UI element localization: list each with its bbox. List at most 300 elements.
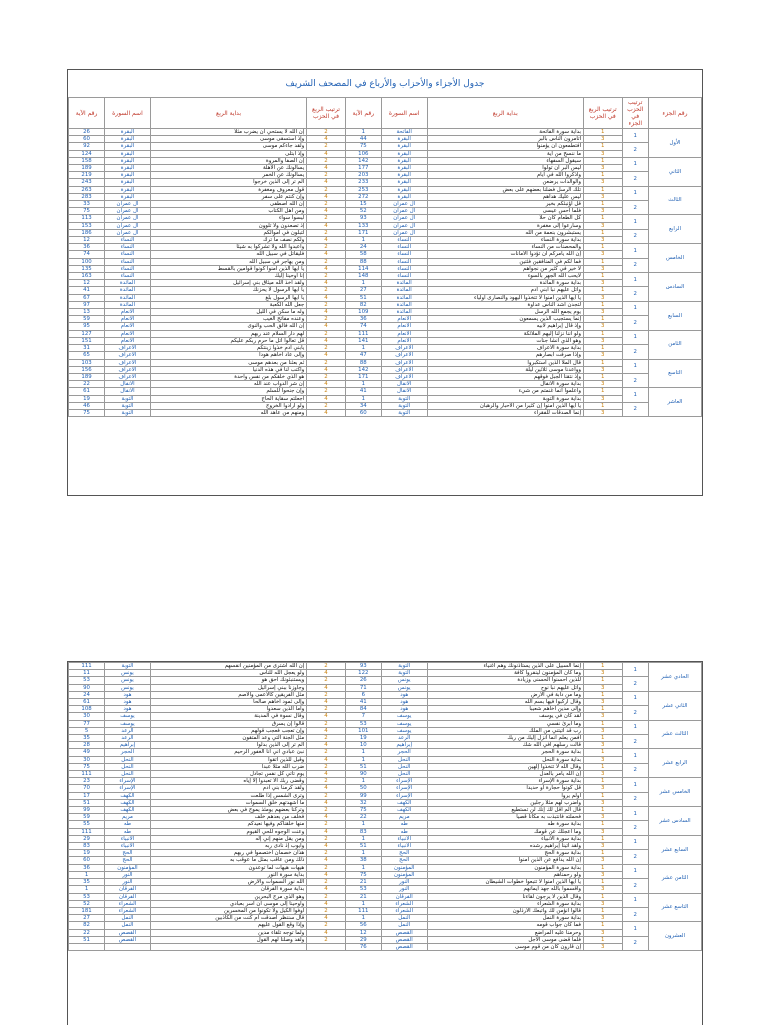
rub-order: 2 xyxy=(307,201,346,208)
rub-order: 2 xyxy=(307,778,346,785)
table-row xyxy=(69,943,702,950)
table-row xyxy=(69,280,702,287)
sura-name: التوبة xyxy=(105,402,151,409)
ayah-number: 51 xyxy=(345,763,381,770)
ayah-number: 19 xyxy=(69,395,105,402)
rub-start-text: قال ألم أقل لك إنك لن تستطيع xyxy=(427,807,583,814)
sura-name: الإسراء xyxy=(381,792,427,799)
rub-order: 4 xyxy=(307,871,346,878)
table-row xyxy=(69,273,702,280)
table-row xyxy=(69,807,702,814)
page-sheet-1 xyxy=(67,69,703,496)
rub-order: 1 xyxy=(584,706,623,713)
sura-name: البقرة xyxy=(105,129,151,136)
ayah-number: 55 xyxy=(69,821,105,828)
table-row xyxy=(69,172,702,179)
ayah-number: 263 xyxy=(69,186,105,193)
rub-start-text: واذكروا الله في أيام xyxy=(427,172,583,179)
ayah-number: 33 xyxy=(69,201,105,208)
ayah-number: 92 xyxy=(69,143,105,150)
ayah-number: 1 xyxy=(345,345,381,352)
table-row xyxy=(69,864,702,871)
ayah-number: 30 xyxy=(69,756,105,763)
ayah-number: 12 xyxy=(69,237,105,244)
rub-start-text: وعنت الوجوه للحي القيوم xyxy=(150,828,306,835)
rub-start-text: الله نور السموات والأرض xyxy=(150,879,306,886)
table-row xyxy=(69,157,702,164)
sura-name: المؤمنون xyxy=(105,864,151,871)
ayah-number: 189 xyxy=(69,373,105,380)
sura-name xyxy=(105,943,151,950)
rub-order: 4 xyxy=(307,756,346,763)
hizb-order: 1 xyxy=(622,273,648,287)
table-row xyxy=(69,821,702,828)
rub-start-text: ومنهم من عاهد الله xyxy=(150,409,306,416)
sura-name: النساء xyxy=(105,273,151,280)
hizb-order: 1 xyxy=(622,807,648,821)
rub-order: 2 xyxy=(307,706,346,713)
sura-name: النحل xyxy=(381,763,427,770)
rub-start-text: واكتب لنا في هذه الدنيا xyxy=(150,366,306,373)
juz-name: الحادي عشر xyxy=(648,663,701,692)
table-row xyxy=(69,258,702,265)
table-row xyxy=(69,237,702,244)
rub-start-text: يسألونك عن الأهلة xyxy=(150,165,306,172)
rub-start-text: فلما قضى موسى الأجل xyxy=(427,936,583,943)
table-row xyxy=(69,251,702,258)
ayah-number: 74 xyxy=(345,323,381,330)
ayah-number: 41 xyxy=(345,699,381,706)
ayah-number: 203 xyxy=(345,172,381,179)
rub-order: 4 xyxy=(307,409,346,416)
rub-order: 1 xyxy=(584,936,623,943)
rub-start-text: أفتطمعون أن يؤمنوا xyxy=(427,143,583,150)
table-row xyxy=(69,301,702,308)
sura-name: النور xyxy=(381,886,427,893)
rub-order: 2 xyxy=(307,172,346,179)
ayah-number: 71 xyxy=(345,684,381,691)
table-row xyxy=(69,763,702,770)
sura-name: الأعراف xyxy=(105,352,151,359)
sura-name: آل عمران xyxy=(381,215,427,222)
hizb-order: 2 xyxy=(622,677,648,691)
table-row xyxy=(69,936,702,943)
sura-name: الأنعام xyxy=(105,337,151,344)
rub-order: 3 xyxy=(584,929,623,936)
rub-start-text: وحرمنا عليه المراضع xyxy=(427,929,583,936)
rub-order: 3 xyxy=(584,886,623,893)
rub-start-text: بداية سورة النمل xyxy=(427,915,583,922)
rub-order: 2 xyxy=(307,807,346,814)
rub-start-text: هو الذي خلقكم من نفس واحدة xyxy=(150,373,306,380)
sura-name: الأنعام xyxy=(105,323,151,330)
rub-start-text: لتبلون في أموالكم xyxy=(150,229,306,236)
table-row xyxy=(69,129,702,136)
rub-order: 3 xyxy=(584,165,623,172)
rub-order: 1 xyxy=(584,749,623,756)
ayah-number: 5 xyxy=(69,727,105,734)
table-row xyxy=(69,366,702,373)
sura-name: البقرة xyxy=(381,150,427,157)
ayah-number: 75 xyxy=(69,208,105,215)
rub-start-text: فحملته فانتبذت به مكانا قصيا xyxy=(427,814,583,821)
sura-name: الأعراف xyxy=(105,359,151,366)
juz-name: التاسع xyxy=(648,359,701,388)
rub-start-text xyxy=(150,943,306,950)
rub-start-text: ذلك ومن عاقب بمثل ما عوقب به xyxy=(150,857,306,864)
sura-name: المائدة xyxy=(105,280,151,287)
hizb-order: 1 xyxy=(622,778,648,792)
sura-name: البقرة xyxy=(105,186,151,193)
ayah-number: 1 xyxy=(69,886,105,893)
rub-start-text: بداية سورة الشعراء xyxy=(427,900,583,907)
rub-start-text: يوم يجمع الله الرسل xyxy=(427,309,583,316)
table-row xyxy=(69,359,702,366)
rub-start-text: إن الله اشترى من المؤمنين أنفسهم xyxy=(150,663,306,670)
table-row xyxy=(69,835,702,842)
rub-start-text: وما أبرئ نفسي xyxy=(427,720,583,727)
rub-order: 4 xyxy=(307,785,346,792)
rub-start-text: ألم تر إلى الذين خرجوا xyxy=(150,179,306,186)
hizb-order: 1 xyxy=(622,330,648,344)
ayah-number: 93 xyxy=(345,215,381,222)
sura-name: الأنبياء xyxy=(381,835,427,842)
rub-start-text: للذين أحسنوا الحسنى وزيادة xyxy=(427,677,583,684)
juz-name: السابع xyxy=(648,301,701,330)
rub-order: 3 xyxy=(584,222,623,229)
sura-name: الأنعام xyxy=(381,323,427,330)
rub-order: 4 xyxy=(307,323,346,330)
rub-start-text: إن الله لا يستحي أن يضرب مثلا xyxy=(150,129,306,136)
ayah-number: 41 xyxy=(69,287,105,294)
ayah-number: 135 xyxy=(69,265,105,272)
hizb-order: 1 xyxy=(622,749,648,763)
sura-name: الكهف xyxy=(381,807,427,814)
rub-order: 2 xyxy=(307,864,346,871)
rub-start-text: ومن أهل الكتاب xyxy=(150,208,306,215)
sura-name: الفرقان xyxy=(381,893,427,900)
rub-start-text: وله ما سكن في الليل xyxy=(150,309,306,316)
ayah-number: 59 xyxy=(69,316,105,323)
rub-start-text: وما من دابة في الأرض xyxy=(427,691,583,698)
ayah-number: 88 xyxy=(345,359,381,366)
rub-start-text: منها خلقناكم وفيها نعيدكم xyxy=(150,821,306,828)
sura-name: الأنعام xyxy=(381,316,427,323)
table-row xyxy=(69,857,702,864)
rub-order: 1 xyxy=(584,244,623,251)
ayah-number: 1 xyxy=(345,237,381,244)
rub-order: 3 xyxy=(584,265,623,272)
ayah-number: 15 xyxy=(345,201,381,208)
rub-start-text: ولقد وصلنا لهم القول xyxy=(150,936,306,943)
table-row xyxy=(69,294,702,301)
rub-start-text: بداية سورة النساء xyxy=(427,237,583,244)
table-row xyxy=(69,871,702,878)
ayah-number: 38 xyxy=(345,857,381,864)
header-ayah: رقم الآية xyxy=(345,98,381,129)
sura-name: هود xyxy=(105,706,151,713)
rub-start-text: بداية سورة الحجر xyxy=(427,749,583,756)
rub-start-text: يا أيها الرسول بلغ xyxy=(150,294,306,301)
sura-name: طه xyxy=(381,828,427,835)
hizb-order: 2 xyxy=(622,706,648,720)
ayah-number: 58 xyxy=(345,251,381,258)
rub-order: 3 xyxy=(584,756,623,763)
sura-name: يوسف xyxy=(381,713,427,720)
rub-start-text: واعبدوا الله ولا تشركوا به شيئا xyxy=(150,244,306,251)
table-row xyxy=(69,663,702,670)
table-row xyxy=(69,792,702,799)
ayah-number: 53 xyxy=(345,886,381,893)
rub-start-text: فخلف من بعدهم خلف xyxy=(150,814,306,821)
ayah-number: 1 xyxy=(345,864,381,871)
table-body xyxy=(69,129,702,417)
rub-start-text: ولكم نصف ما ترك xyxy=(150,237,306,244)
ayah-number: 56 xyxy=(345,922,381,929)
ayah-number: 95 xyxy=(69,323,105,330)
rub-start-text: تلك الرسل فضلنا بعضهم على بعض xyxy=(427,186,583,193)
sura-name: البقرة xyxy=(381,193,427,200)
rub-order: 2 xyxy=(307,345,346,352)
sura-name: النور xyxy=(105,871,151,878)
table-row xyxy=(69,395,702,402)
rub-order: 1 xyxy=(584,720,623,727)
rub-start-text: ولو أننا نزلنا إليهم الملائكة xyxy=(427,330,583,337)
sura-name: إبراهيم xyxy=(381,742,427,749)
ayah-number: 28 xyxy=(69,742,105,749)
sura-name: الإسراء xyxy=(381,785,427,792)
ayah-number: 186 xyxy=(69,229,105,236)
rub-order: 2 xyxy=(307,907,346,914)
rub-start-text: لايحب الله الجهر بالسوء xyxy=(427,273,583,280)
sura-name: آل عمران xyxy=(105,201,151,208)
rub-start-text: إنا أوحينا إليك xyxy=(150,273,306,280)
ayah-number: 1 xyxy=(345,280,381,287)
table-row xyxy=(69,785,702,792)
table-row xyxy=(69,771,702,778)
sura-name: المائدة xyxy=(381,294,427,301)
rub-start-text: ويستنبئونك أحق هو xyxy=(150,677,306,684)
sura-name: الشعراء xyxy=(381,907,427,914)
ayah-number: 49 xyxy=(69,749,105,756)
sura-name: الأنعام xyxy=(381,330,427,337)
rub-start-text: إذ تصعدون ولا تلوون xyxy=(150,222,306,229)
ayah-number: 1 xyxy=(345,395,381,402)
rub-start-text: بداية سورة المائدة xyxy=(427,280,583,287)
table-row xyxy=(69,828,702,835)
rub-order: 2 xyxy=(307,922,346,929)
sura-name: الأنفال xyxy=(381,381,427,388)
rub-order: 1 xyxy=(584,691,623,698)
rub-order: 1 xyxy=(584,229,623,236)
table-row xyxy=(69,799,702,806)
rub-order: 3 xyxy=(584,785,623,792)
rub-start-text: نبئ عبادي أني أنا الغفور الرحيم xyxy=(150,749,306,756)
table-row xyxy=(69,186,702,193)
rub-start-text: أوفوا الكيل ولا تكونوا من المخسرين xyxy=(150,907,306,914)
rub-start-text: إن الله اصطفى xyxy=(150,201,306,208)
rub-start-text: ولو رحمناهم xyxy=(427,871,583,878)
rub-order: 2 xyxy=(307,893,346,900)
sura-name: الأنبياء xyxy=(105,835,151,842)
sura-name: النساء xyxy=(105,251,151,258)
sura-name: البقرة xyxy=(381,179,427,186)
rub-order: 3 xyxy=(584,366,623,373)
rub-order: 4 xyxy=(307,381,346,388)
rub-order: 3 xyxy=(584,294,623,301)
rub-order: 1 xyxy=(584,735,623,742)
ayah-number: 108 xyxy=(69,706,105,713)
juz-name: الأول xyxy=(648,129,701,158)
juz-name: الخامس xyxy=(648,244,701,273)
header-start: بداية الربع xyxy=(150,98,306,129)
rub-order: 2 xyxy=(307,258,346,265)
rub-order: 3 xyxy=(584,381,623,388)
hizb-order: 2 xyxy=(622,316,648,330)
juz-name: التاسع عشر xyxy=(648,893,701,922)
rub-order: 2 xyxy=(307,229,346,236)
rub-start-text: قال الملأ الذين استكبروا xyxy=(427,359,583,366)
table-row xyxy=(69,388,702,395)
sura-name: الأنبياء xyxy=(105,843,151,850)
rub-start-text: يا أيها الذين آمنوا لا تتبعوا خطوات الشيطان xyxy=(427,879,583,886)
table-row xyxy=(69,900,702,907)
rub-start-text: وإن تعجب فعجب قولهم xyxy=(150,727,306,734)
ayah-number: 111 xyxy=(345,907,381,914)
ayah-number: 75 xyxy=(345,807,381,814)
rub-order: 3 xyxy=(584,309,623,316)
table-row xyxy=(69,691,702,698)
rub-start-text: وهو الذي مرج البحرين xyxy=(150,893,306,900)
rub-start-text: وقضى ربك ألا تعبدوا إلا إياه xyxy=(150,778,306,785)
rub-order: 4 xyxy=(307,309,346,316)
sura-name: الحجر xyxy=(381,749,427,756)
table-row xyxy=(69,886,702,893)
sura-name: الكهف xyxy=(105,799,151,806)
rub-start-text: إن الله يدافع عن الذين آمنوا xyxy=(427,857,583,864)
rub-order: 3 xyxy=(584,742,623,749)
ayah-number: 60 xyxy=(345,409,381,416)
rub-start-text: وإذ ابتلى xyxy=(150,150,306,157)
sura-name: القصص xyxy=(381,936,427,943)
sura-name: طه xyxy=(105,821,151,828)
rub-start-text: ولو أرادوا الخروج xyxy=(150,402,306,409)
rub-order: 1 xyxy=(584,778,623,785)
ayah-number: 177 xyxy=(345,165,381,172)
ayah-number: 53 xyxy=(69,893,105,900)
ayah-number: 53 xyxy=(345,720,381,727)
hizb-order: 2 xyxy=(622,879,648,893)
rub-start-text: وإذ استسقى موسى xyxy=(150,136,306,143)
juz-name: الثالث xyxy=(648,186,701,215)
rub-start-text: وعنده مفاتح الغيب xyxy=(150,316,306,323)
hizb-order: 2 xyxy=(622,792,648,806)
table-row xyxy=(69,316,702,323)
rub-start-text: ولما توجه تلقاء مدين xyxy=(150,929,306,936)
sura-name: الأعراف xyxy=(381,373,427,380)
rub-order: 1 xyxy=(584,388,623,395)
rub-start-text: وقال الذين لا يرجون لقاءنا xyxy=(427,893,583,900)
sura-name: النساء xyxy=(381,251,427,258)
sura-name: البقرة xyxy=(381,186,427,193)
ayah-number: 93 xyxy=(345,663,381,670)
rub-start-text: يا أيها الرسول لا يحزنك xyxy=(150,287,306,294)
table-row xyxy=(69,208,702,215)
ayah-number: 158 xyxy=(69,157,105,164)
sura-name: آل عمران xyxy=(105,222,151,229)
sura-name: النساء xyxy=(105,258,151,265)
table-row xyxy=(69,287,702,294)
table-row xyxy=(69,345,702,352)
ayah-number: 148 xyxy=(345,273,381,280)
ayah-number: 153 xyxy=(69,222,105,229)
ayah-number: 27 xyxy=(69,915,105,922)
sura-name: الحج xyxy=(381,850,427,857)
sura-name: البقرة xyxy=(105,150,151,157)
rub-order: 2 xyxy=(307,330,346,337)
rub-order: 4 xyxy=(307,366,346,373)
sura-name: القصص xyxy=(381,943,427,950)
hizb-order: 1 xyxy=(622,244,648,258)
table-row xyxy=(69,337,702,344)
ayah-number: 61 xyxy=(69,699,105,706)
rub-order: 1 xyxy=(584,850,623,857)
sura-name: النحل xyxy=(105,771,151,778)
rub-start-text: بداية سورة الفاتحة xyxy=(427,129,583,136)
rub-start-text: يا أيها الذين آمنوا لا تتخذوا اليهود والنصارى أولياء xyxy=(427,294,583,301)
table-row xyxy=(69,402,702,409)
ayah-number: 44 xyxy=(345,136,381,143)
rub-start-text: والوالدات يرضعن xyxy=(427,179,583,186)
sura-name: الأنفال xyxy=(105,388,151,395)
rub-start-text: واضرب لهم مثلا رجلين xyxy=(427,799,583,806)
rub-order: 1 xyxy=(584,301,623,308)
table-row xyxy=(69,265,702,272)
ayah-number: 88 xyxy=(345,258,381,265)
ayah-number: 50 xyxy=(345,785,381,792)
sura-name: النساء xyxy=(105,237,151,244)
ayah-number: 272 xyxy=(345,193,381,200)
rub-start-text: وأما الذين سعدوا xyxy=(150,706,306,713)
rub-start-text: إنما السبيل على الذين يستأذنونك وهم أغنياء xyxy=(427,663,583,670)
rub-start-text: ومن يهاجر في سبيل الله xyxy=(150,258,306,265)
sura-name: البقرة xyxy=(105,136,151,143)
rub-start-text: ولقد جاءكم موسى xyxy=(150,143,306,150)
ayah-number: 75 xyxy=(69,763,105,770)
rub-order: 1 xyxy=(584,373,623,380)
sura-name: الأنفال xyxy=(381,388,427,395)
rub-order: 3 xyxy=(584,814,623,821)
juz-name: الثالث عشر xyxy=(648,720,701,749)
rub-order: 4 xyxy=(307,742,346,749)
table-row xyxy=(69,713,702,720)
header-rub-order: ترتيب الربع في الحزب xyxy=(584,98,623,129)
table-row xyxy=(69,684,702,691)
rub-order: 2 xyxy=(307,301,346,308)
sura-name: الأنعام xyxy=(381,337,427,344)
hizb-order: 1 xyxy=(622,691,648,705)
rub-order: 4 xyxy=(307,251,346,258)
rub-order: 2 xyxy=(307,316,346,323)
ayah-number: 17 xyxy=(69,792,105,799)
sura-name: النساء xyxy=(381,244,427,251)
rub-start-text: قالت رسلهم أفي الله شك xyxy=(427,742,583,749)
rub-order: 4 xyxy=(307,294,346,301)
rub-order: 3 xyxy=(584,208,623,215)
ayah-number: 10 xyxy=(345,742,381,749)
ayah-number: 41 xyxy=(345,388,381,395)
rub-order: 4 xyxy=(307,684,346,691)
